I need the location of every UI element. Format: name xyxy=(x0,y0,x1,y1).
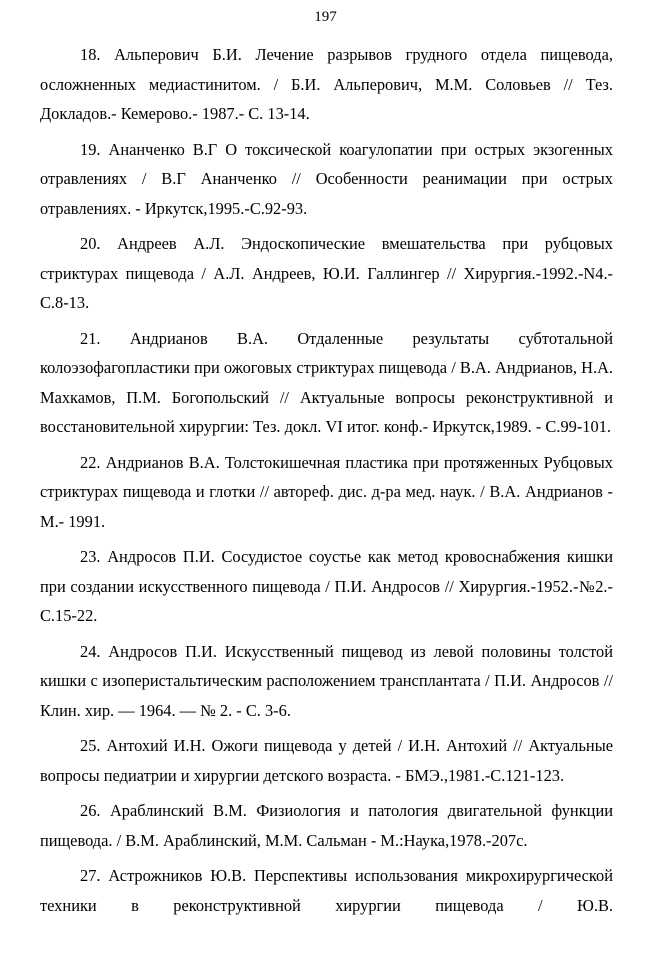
reference-item-24: 24. Андросов П.И. Искусственный пищевод из левой половины толстой кишки с изоперистальтическим расположением трансплантата / П.И. Андросов // Клин. хир. — 1964. — № 2. - С. 3-6. xyxy=(40,641,613,720)
reference-item-18: 18. Альперович Б.И. Лечение разрывов грудного отдела пищевода, осложненных медиастинитом. / Б.И. Альперович, М.М. Соловьев // Тез. Докладов.- Кемерово.- 1987.- С. 13-14. xyxy=(40,45,613,123)
reference-item-22: 22. Андрианов В.А. Толстокишечная пластика при протяженных Рубцовых стриктурах пищевода и глотки // автореф. дис. д-ра мед. наук. / В.А. Андрианов - М.- 1991. xyxy=(40,452,613,531)
reference-item-21: 21. Андрианов В.А. Отдаленные результаты субтотальной колоэзофагопластики при ожоговых стриктурах пищевода / В.А. Андрианов, Н.А. Махкамов, П.М. Богопольский // Актуальные вопросы реконструктивной и восстановительной хирургии: Тез. докл. VI итог. конф.- Иркутск,1989. - С.99-101. xyxy=(40,328,613,436)
page-number: 197 xyxy=(314,9,337,25)
reference-item-20: 20. Андреев А.Л. Эндоскопические вмешательства при рубцовых стриктурах пищевода / А.Л. Андреев, Ю.И. Галлингер // Хирургия.-1992.-N4.-С.8-13. xyxy=(40,234,613,312)
reference-list xyxy=(40,40,613,926)
reference-item-19: 19. Ананченко В.Г О токсической коагулопатии при острых экзогенных отравлениях / В.Г Ананченко // Особенности реанимации при острых отравлениях. - Иркутск,1995.-С.92-93. xyxy=(40,139,613,218)
reference-item-26: 26. Араблинский В.М. Физиология и патология двигательной функции пищевода. / В.М. Араблинский, М.М. Сальман - М.:Наука,1978.-207с. xyxy=(40,801,613,850)
reference-item-23: 23. Андросов П.И. Сосудистое соустье как метод кровоснабжения кишки при создании искусственного пищевода / П.И. Андросов // Хирургия.-1952.-№2.-С.15-22. xyxy=(40,547,613,625)
reference-item-27: 27. Астрожников Ю.В. Перспективы использования микрохирургической техники в реконструктивной хирургии пищевода / Ю.В. xyxy=(40,866,613,915)
reference-item-25: 25. Антохий И.Н. Ожоги пищевода у детей / И.Н. Антохий // Актуальные вопросы педиатрии и хирургии детского возраста. - БМЭ.,1981.-С.121-123. xyxy=(40,736,613,785)
